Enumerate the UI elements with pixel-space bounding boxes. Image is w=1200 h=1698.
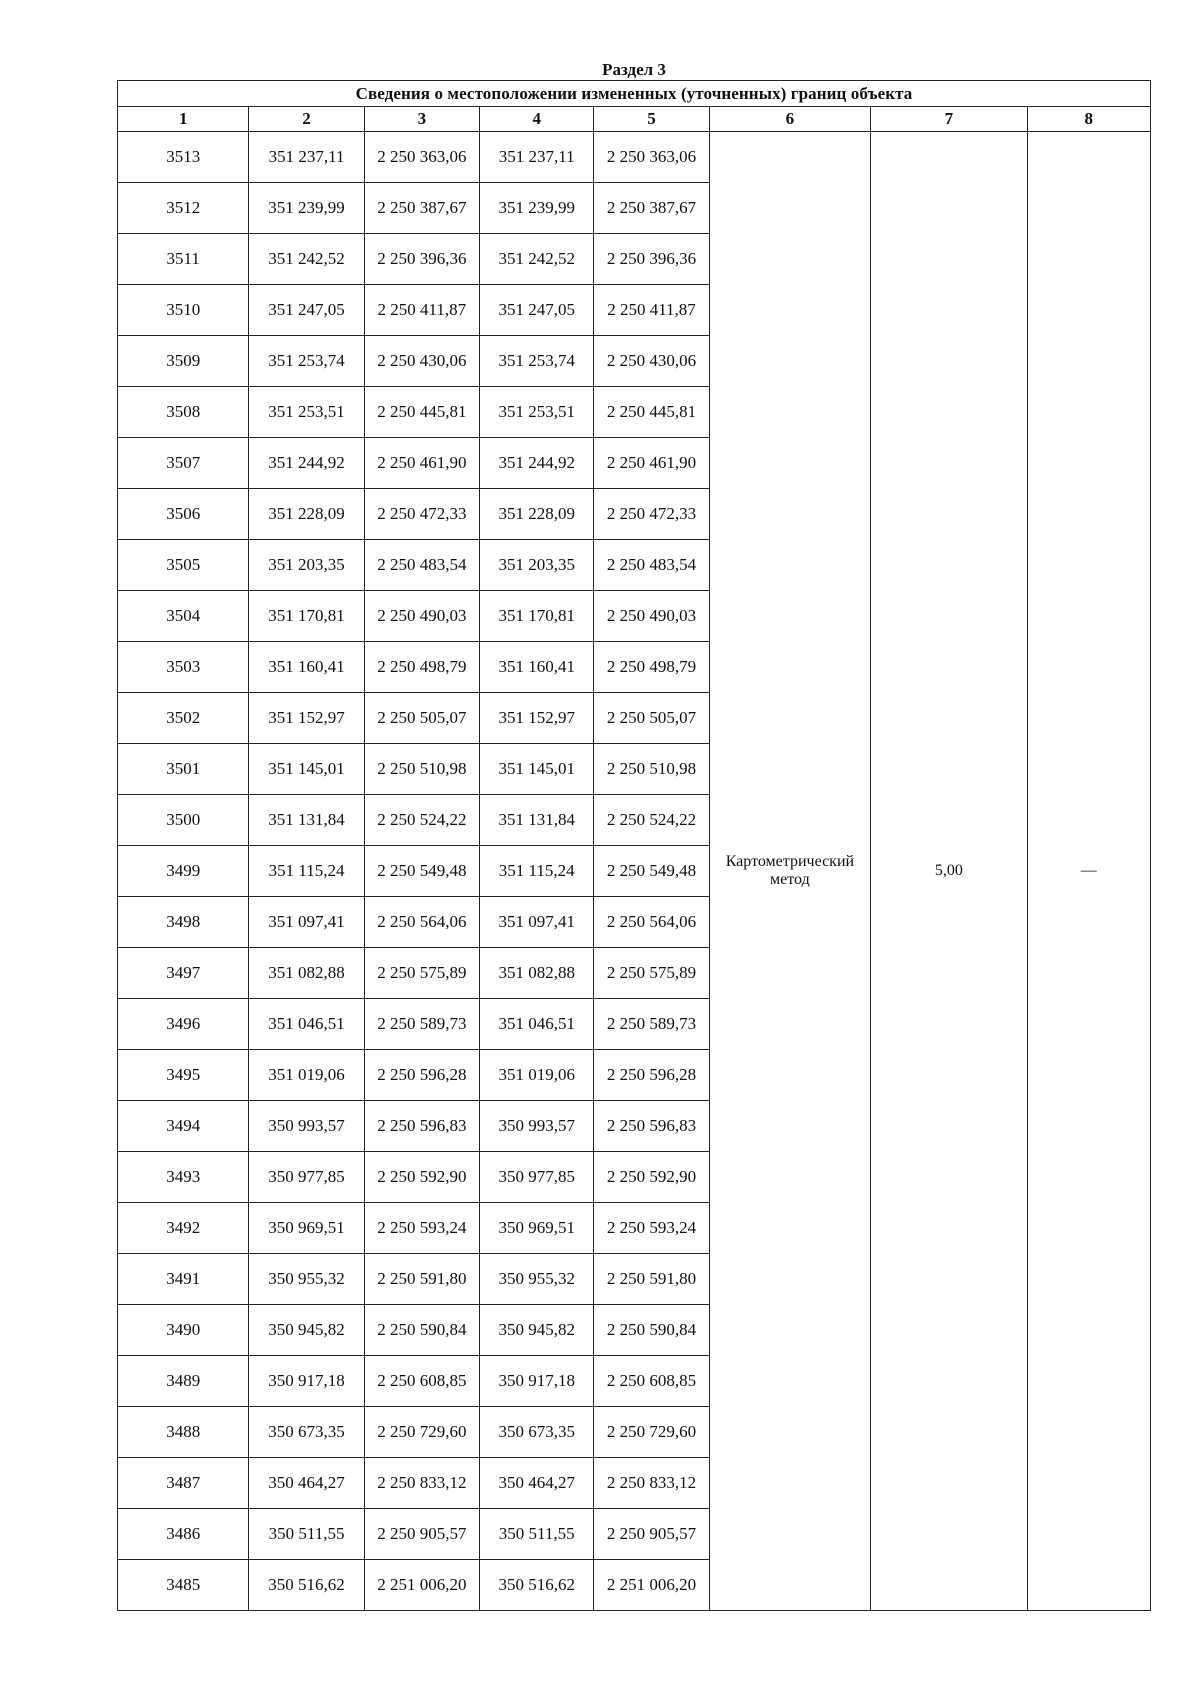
x-old-cell: 351 046,51	[249, 999, 364, 1050]
y-old-cell: 2 250 505,07	[364, 693, 479, 744]
y-old-cell: 2 250 524,22	[364, 795, 479, 846]
x-old-cell: 351 244,92	[249, 438, 364, 489]
y-old-cell: 2 250 592,90	[364, 1152, 479, 1203]
table-row	[118, 132, 1151, 183]
x-new-cell: 351 253,74	[480, 336, 594, 387]
y-new-cell: 2 250 591,80	[594, 1254, 709, 1305]
y-new-cell: 2 250 729,60	[594, 1407, 709, 1458]
table-caption: Сведения о местоположении измененных (уточненных) границ объекта	[118, 81, 1151, 107]
y-old-cell: 2 250 461,90	[364, 438, 479, 489]
point-number-cell: 3494	[118, 1101, 249, 1152]
y-old-cell: 2 250 472,33	[364, 489, 479, 540]
boundary-table	[117, 80, 1151, 1611]
x-new-cell: 350 464,27	[480, 1458, 594, 1509]
point-number-cell: 3507	[118, 438, 249, 489]
x-new-cell: 350 511,55	[480, 1509, 594, 1560]
y-old-cell: 2 250 590,84	[364, 1305, 479, 1356]
y-new-cell: 2 250 589,73	[594, 999, 709, 1050]
y-new-cell: 2 250 549,48	[594, 846, 709, 897]
point-number-cell: 3501	[118, 744, 249, 795]
y-new-cell: 2 250 396,36	[594, 234, 709, 285]
y-new-cell: 2 250 430,06	[594, 336, 709, 387]
y-old-cell: 2 250 596,83	[364, 1101, 479, 1152]
x-new-cell: 350 969,51	[480, 1203, 594, 1254]
x-new-cell: 351 019,06	[480, 1050, 594, 1101]
y-old-cell: 2 250 905,57	[364, 1509, 479, 1560]
y-old-cell: 2 250 593,24	[364, 1203, 479, 1254]
x-new-cell: 350 917,18	[480, 1356, 594, 1407]
x-new-cell: 351 237,11	[480, 132, 594, 183]
point-number-cell: 3497	[118, 948, 249, 999]
x-old-cell: 351 239,99	[249, 183, 364, 234]
point-number-cell: 3504	[118, 591, 249, 642]
column-header: 1	[118, 107, 249, 132]
point-number-cell: 3498	[118, 897, 249, 948]
point-number-cell: 3502	[118, 693, 249, 744]
y-new-cell: 2 250 387,67	[594, 183, 709, 234]
x-old-cell: 351 082,88	[249, 948, 364, 999]
y-new-cell: 2 251 006,20	[594, 1560, 709, 1611]
x-old-cell: 350 969,51	[249, 1203, 364, 1254]
point-number-cell: 3512	[118, 183, 249, 234]
x-new-cell: 351 244,92	[480, 438, 594, 489]
x-new-cell: 351 082,88	[480, 948, 594, 999]
x-old-cell: 351 242,52	[249, 234, 364, 285]
y-new-cell: 2 250 490,03	[594, 591, 709, 642]
y-old-cell: 2 250 729,60	[364, 1407, 479, 1458]
y-new-cell: 2 250 505,07	[594, 693, 709, 744]
note-cell: —	[1027, 132, 1150, 1611]
x-old-cell: 350 511,55	[249, 1509, 364, 1560]
point-number-cell: 3509	[118, 336, 249, 387]
y-old-cell: 2 250 589,73	[364, 999, 479, 1050]
x-old-cell: 350 955,32	[249, 1254, 364, 1305]
x-old-cell: 350 977,85	[249, 1152, 364, 1203]
y-new-cell: 2 250 575,89	[594, 948, 709, 999]
point-number-cell: 3495	[118, 1050, 249, 1101]
x-new-cell: 351 170,81	[480, 591, 594, 642]
table-body	[118, 132, 1151, 1611]
y-new-cell: 2 250 411,87	[594, 285, 709, 336]
x-new-cell: 350 673,35	[480, 1407, 594, 1458]
y-old-cell: 2 250 387,67	[364, 183, 479, 234]
y-old-cell: 2 250 396,36	[364, 234, 479, 285]
x-new-cell: 350 955,32	[480, 1254, 594, 1305]
table-caption-row	[118, 81, 1151, 107]
y-new-cell: 2 250 445,81	[594, 387, 709, 438]
x-old-cell: 351 247,05	[249, 285, 364, 336]
x-old-cell: 351 237,11	[249, 132, 364, 183]
y-old-cell: 2 250 549,48	[364, 846, 479, 897]
x-new-cell: 351 152,97	[480, 693, 594, 744]
point-number-cell: 3486	[118, 1509, 249, 1560]
y-old-cell: 2 250 833,12	[364, 1458, 479, 1509]
point-number-cell: 3493	[118, 1152, 249, 1203]
x-new-cell: 351 203,35	[480, 540, 594, 591]
x-new-cell: 350 993,57	[480, 1101, 594, 1152]
y-new-cell: 2 250 833,12	[594, 1458, 709, 1509]
point-number-cell: 3499	[118, 846, 249, 897]
x-new-cell: 350 945,82	[480, 1305, 594, 1356]
x-old-cell: 351 115,24	[249, 846, 364, 897]
x-new-cell: 351 160,41	[480, 642, 594, 693]
point-number-cell: 3487	[118, 1458, 249, 1509]
y-new-cell: 2 250 608,85	[594, 1356, 709, 1407]
x-new-cell: 351 253,51	[480, 387, 594, 438]
point-number-cell: 3485	[118, 1560, 249, 1611]
y-new-cell: 2 250 524,22	[594, 795, 709, 846]
column-header: 8	[1027, 107, 1150, 132]
x-new-cell: 351 145,01	[480, 744, 594, 795]
x-new-cell: 351 247,05	[480, 285, 594, 336]
point-number-cell: 3500	[118, 795, 249, 846]
point-number-cell: 3496	[118, 999, 249, 1050]
y-old-cell: 2 250 596,28	[364, 1050, 479, 1101]
x-old-cell: 351 097,41	[249, 897, 364, 948]
x-old-cell: 350 917,18	[249, 1356, 364, 1407]
x-new-cell: 351 131,84	[480, 795, 594, 846]
point-number-cell: 3490	[118, 1305, 249, 1356]
x-old-cell: 350 993,57	[249, 1101, 364, 1152]
x-old-cell: 350 945,82	[249, 1305, 364, 1356]
column-header: 7	[871, 107, 1027, 132]
x-old-cell: 351 170,81	[249, 591, 364, 642]
y-new-cell: 2 250 461,90	[594, 438, 709, 489]
x-new-cell: 350 977,85	[480, 1152, 594, 1203]
y-new-cell: 2 250 363,06	[594, 132, 709, 183]
point-number-cell: 3503	[118, 642, 249, 693]
y-old-cell: 2 250 608,85	[364, 1356, 479, 1407]
y-new-cell: 2 250 592,90	[594, 1152, 709, 1203]
point-number-cell: 3508	[118, 387, 249, 438]
y-old-cell: 2 250 483,54	[364, 540, 479, 591]
table-header-row	[118, 107, 1151, 132]
x-old-cell: 350 673,35	[249, 1407, 364, 1458]
accuracy-cell: 5,00	[871, 132, 1027, 1611]
column-header: 5	[594, 107, 709, 132]
y-old-cell: 2 250 430,06	[364, 336, 479, 387]
x-old-cell: 350 464,27	[249, 1458, 364, 1509]
x-new-cell: 351 046,51	[480, 999, 594, 1050]
y-old-cell: 2 250 411,87	[364, 285, 479, 336]
x-old-cell: 351 152,97	[249, 693, 364, 744]
x-old-cell: 350 516,62	[249, 1560, 364, 1611]
point-number-cell: 3492	[118, 1203, 249, 1254]
x-old-cell: 351 160,41	[249, 642, 364, 693]
section-title: Раздел 3	[602, 60, 666, 79]
y-old-cell: 2 250 363,06	[364, 132, 479, 183]
point-number-cell: 3510	[118, 285, 249, 336]
column-header: 2	[249, 107, 364, 132]
point-number-cell: 3513	[118, 132, 249, 183]
y-new-cell: 2 250 590,84	[594, 1305, 709, 1356]
y-old-cell: 2 250 564,06	[364, 897, 479, 948]
x-new-cell: 350 516,62	[480, 1560, 594, 1611]
y-new-cell: 2 250 593,24	[594, 1203, 709, 1254]
point-number-cell: 3488	[118, 1407, 249, 1458]
y-new-cell: 2 250 510,98	[594, 744, 709, 795]
y-old-cell: 2 250 445,81	[364, 387, 479, 438]
y-old-cell: 2 250 591,80	[364, 1254, 479, 1305]
point-number-cell: 3491	[118, 1254, 249, 1305]
point-number-cell: 3505	[118, 540, 249, 591]
point-number-cell: 3506	[118, 489, 249, 540]
y-old-cell: 2 250 575,89	[364, 948, 479, 999]
x-old-cell: 351 203,35	[249, 540, 364, 591]
y-new-cell: 2 250 905,57	[594, 1509, 709, 1560]
x-old-cell: 351 253,51	[249, 387, 364, 438]
y-old-cell: 2 251 006,20	[364, 1560, 479, 1611]
y-new-cell: 2 250 564,06	[594, 897, 709, 948]
x-old-cell: 351 019,06	[249, 1050, 364, 1101]
y-new-cell: 2 250 596,83	[594, 1101, 709, 1152]
x-old-cell: 351 131,84	[249, 795, 364, 846]
y-old-cell: 2 250 510,98	[364, 744, 479, 795]
x-new-cell: 351 115,24	[480, 846, 594, 897]
x-old-cell: 351 145,01	[249, 744, 364, 795]
column-header: 6	[709, 107, 870, 132]
x-old-cell: 351 253,74	[249, 336, 364, 387]
x-new-cell: 351 239,99	[480, 183, 594, 234]
method-cell: Картометрический метод	[709, 132, 870, 1611]
y-new-cell: 2 250 596,28	[594, 1050, 709, 1101]
point-number-cell: 3489	[118, 1356, 249, 1407]
y-new-cell: 2 250 472,33	[594, 489, 709, 540]
column-header: 4	[480, 107, 594, 132]
y-old-cell: 2 250 490,03	[364, 591, 479, 642]
x-old-cell: 351 228,09	[249, 489, 364, 540]
x-new-cell: 351 097,41	[480, 897, 594, 948]
y-new-cell: 2 250 498,79	[594, 642, 709, 693]
x-new-cell: 351 242,52	[480, 234, 594, 285]
column-header: 3	[364, 107, 479, 132]
y-new-cell: 2 250 483,54	[594, 540, 709, 591]
x-new-cell: 351 228,09	[480, 489, 594, 540]
y-old-cell: 2 250 498,79	[364, 642, 479, 693]
point-number-cell: 3511	[118, 234, 249, 285]
